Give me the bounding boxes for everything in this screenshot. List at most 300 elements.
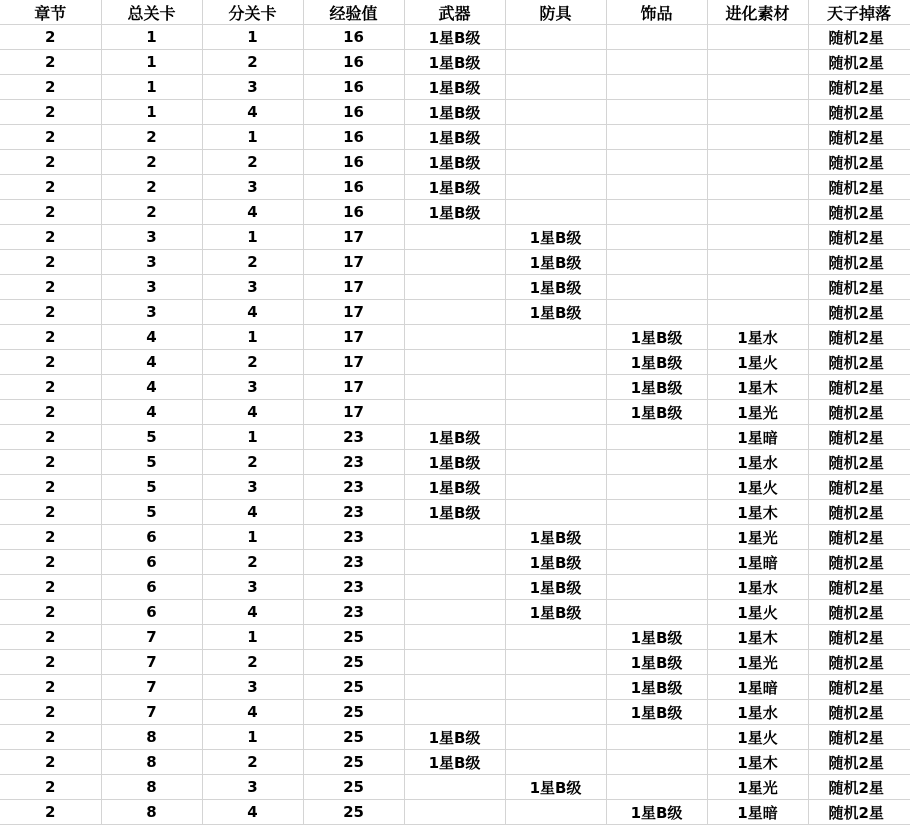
cell-total-stage[interactable]: 1 bbox=[101, 25, 202, 50]
cell-accessory[interactable] bbox=[606, 250, 707, 275]
cell-accessory[interactable] bbox=[606, 175, 707, 200]
cell-drop[interactable]: 随机2星 bbox=[808, 425, 910, 450]
cell-experience[interactable]: 25 bbox=[303, 750, 404, 775]
cell-armor[interactable]: 1星B级 bbox=[505, 525, 606, 550]
header-total-stage[interactable]: 总关卡 bbox=[101, 0, 202, 25]
cell-experience[interactable]: 17 bbox=[303, 375, 404, 400]
cell-weapon[interactable] bbox=[404, 775, 505, 800]
cell-total-stage[interactable]: 3 bbox=[101, 300, 202, 325]
cell-evolution-material[interactable]: 1星暗 bbox=[707, 550, 808, 575]
cell-experience[interactable]: 16 bbox=[303, 150, 404, 175]
cell-total-stage[interactable]: 8 bbox=[101, 750, 202, 775]
header-chapter[interactable]: 章节 bbox=[0, 0, 101, 25]
cell-chapter[interactable]: 2 bbox=[0, 375, 101, 400]
cell-evolution-material[interactable]: 1星暗 bbox=[707, 800, 808, 825]
cell-experience[interactable]: 16 bbox=[303, 50, 404, 75]
cell-drop[interactable]: 随机2星 bbox=[808, 450, 910, 475]
cell-armor[interactable] bbox=[505, 475, 606, 500]
cell-drop[interactable]: 随机2星 bbox=[808, 650, 910, 675]
cell-sub-stage[interactable]: 3 bbox=[202, 375, 303, 400]
cell-drop[interactable]: 随机2星 bbox=[808, 775, 910, 800]
cell-total-stage[interactable]: 7 bbox=[101, 700, 202, 725]
cell-evolution-material[interactable]: 1星水 bbox=[707, 450, 808, 475]
cell-sub-stage[interactable]: 2 bbox=[202, 450, 303, 475]
cell-evolution-material[interactable]: 1星光 bbox=[707, 400, 808, 425]
cell-armor[interactable] bbox=[505, 125, 606, 150]
cell-armor[interactable]: 1星B级 bbox=[505, 225, 606, 250]
cell-experience[interactable]: 17 bbox=[303, 325, 404, 350]
cell-total-stage[interactable]: 2 bbox=[101, 175, 202, 200]
cell-sub-stage[interactable]: 4 bbox=[202, 700, 303, 725]
cell-experience[interactable]: 16 bbox=[303, 100, 404, 125]
cell-total-stage[interactable]: 4 bbox=[101, 325, 202, 350]
cell-drop[interactable]: 随机2星 bbox=[808, 475, 910, 500]
cell-accessory[interactable] bbox=[606, 525, 707, 550]
cell-sub-stage[interactable]: 1 bbox=[202, 25, 303, 50]
cell-drop[interactable]: 随机2星 bbox=[808, 75, 910, 100]
cell-experience[interactable]: 23 bbox=[303, 550, 404, 575]
cell-armor[interactable] bbox=[505, 75, 606, 100]
cell-accessory[interactable] bbox=[606, 725, 707, 750]
cell-accessory[interactable] bbox=[606, 475, 707, 500]
cell-experience[interactable]: 23 bbox=[303, 600, 404, 625]
cell-chapter[interactable]: 2 bbox=[0, 275, 101, 300]
cell-sub-stage[interactable]: 2 bbox=[202, 50, 303, 75]
cell-chapter[interactable]: 2 bbox=[0, 175, 101, 200]
cell-sub-stage[interactable]: 2 bbox=[202, 550, 303, 575]
cell-total-stage[interactable]: 5 bbox=[101, 475, 202, 500]
cell-accessory[interactable] bbox=[606, 600, 707, 625]
cell-accessory[interactable] bbox=[606, 225, 707, 250]
cell-chapter[interactable]: 2 bbox=[0, 525, 101, 550]
cell-evolution-material[interactable]: 1星水 bbox=[707, 325, 808, 350]
cell-evolution-material[interactable]: 1星木 bbox=[707, 500, 808, 525]
cell-drop[interactable]: 随机2星 bbox=[808, 225, 910, 250]
cell-drop[interactable]: 随机2星 bbox=[808, 400, 910, 425]
cell-experience[interactable]: 17 bbox=[303, 300, 404, 325]
cell-evolution-material[interactable] bbox=[707, 200, 808, 225]
cell-total-stage[interactable]: 1 bbox=[101, 100, 202, 125]
cell-drop[interactable]: 随机2星 bbox=[808, 275, 910, 300]
cell-chapter[interactable]: 2 bbox=[0, 600, 101, 625]
cell-accessory[interactable]: 1星B级 bbox=[606, 400, 707, 425]
cell-chapter[interactable]: 2 bbox=[0, 100, 101, 125]
cell-drop[interactable]: 随机2星 bbox=[808, 350, 910, 375]
cell-sub-stage[interactable]: 3 bbox=[202, 575, 303, 600]
cell-weapon[interactable] bbox=[404, 550, 505, 575]
cell-accessory[interactable]: 1星B级 bbox=[606, 650, 707, 675]
cell-accessory[interactable]: 1星B级 bbox=[606, 350, 707, 375]
cell-chapter[interactable]: 2 bbox=[0, 800, 101, 825]
cell-drop[interactable]: 随机2星 bbox=[808, 675, 910, 700]
cell-accessory[interactable] bbox=[606, 125, 707, 150]
cell-evolution-material[interactable]: 1星火 bbox=[707, 475, 808, 500]
cell-drop[interactable]: 随机2星 bbox=[808, 250, 910, 275]
cell-armor[interactable]: 1星B级 bbox=[505, 275, 606, 300]
cell-weapon[interactable]: 1星B级 bbox=[404, 500, 505, 525]
cell-weapon[interactable] bbox=[404, 275, 505, 300]
cell-experience[interactable]: 25 bbox=[303, 775, 404, 800]
cell-evolution-material[interactable]: 1星木 bbox=[707, 375, 808, 400]
cell-weapon[interactable] bbox=[404, 400, 505, 425]
cell-drop[interactable]: 随机2星 bbox=[808, 625, 910, 650]
cell-accessory[interactable]: 1星B级 bbox=[606, 625, 707, 650]
cell-armor[interactable] bbox=[505, 700, 606, 725]
cell-weapon[interactable] bbox=[404, 525, 505, 550]
cell-weapon[interactable]: 1星B级 bbox=[404, 75, 505, 100]
cell-armor[interactable] bbox=[505, 800, 606, 825]
cell-experience[interactable]: 17 bbox=[303, 275, 404, 300]
cell-weapon[interactable]: 1星B级 bbox=[404, 25, 505, 50]
cell-armor[interactable] bbox=[505, 650, 606, 675]
cell-total-stage[interactable]: 7 bbox=[101, 650, 202, 675]
cell-weapon[interactable]: 1星B级 bbox=[404, 125, 505, 150]
cell-evolution-material[interactable]: 1星暗 bbox=[707, 425, 808, 450]
cell-weapon[interactable] bbox=[404, 625, 505, 650]
cell-experience[interactable]: 23 bbox=[303, 575, 404, 600]
cell-sub-stage[interactable]: 2 bbox=[202, 350, 303, 375]
cell-experience[interactable]: 25 bbox=[303, 675, 404, 700]
cell-chapter[interactable]: 2 bbox=[0, 575, 101, 600]
cell-weapon[interactable] bbox=[404, 350, 505, 375]
header-experience[interactable]: 经验值 bbox=[303, 0, 404, 25]
cell-chapter[interactable]: 2 bbox=[0, 25, 101, 50]
cell-sub-stage[interactable]: 4 bbox=[202, 400, 303, 425]
cell-sub-stage[interactable]: 1 bbox=[202, 225, 303, 250]
cell-evolution-material[interactable] bbox=[707, 125, 808, 150]
cell-weapon[interactable]: 1星B级 bbox=[404, 50, 505, 75]
cell-sub-stage[interactable]: 1 bbox=[202, 125, 303, 150]
cell-drop[interactable]: 随机2星 bbox=[808, 700, 910, 725]
cell-drop[interactable]: 随机2星 bbox=[808, 200, 910, 225]
cell-accessory[interactable] bbox=[606, 50, 707, 75]
cell-total-stage[interactable]: 4 bbox=[101, 400, 202, 425]
cell-armor[interactable] bbox=[505, 150, 606, 175]
cell-chapter[interactable]: 2 bbox=[0, 325, 101, 350]
cell-chapter[interactable]: 2 bbox=[0, 150, 101, 175]
cell-total-stage[interactable]: 8 bbox=[101, 800, 202, 825]
cell-accessory[interactable] bbox=[606, 425, 707, 450]
cell-total-stage[interactable]: 8 bbox=[101, 725, 202, 750]
cell-experience[interactable]: 16 bbox=[303, 25, 404, 50]
cell-accessory[interactable] bbox=[606, 575, 707, 600]
cell-experience[interactable]: 16 bbox=[303, 75, 404, 100]
cell-weapon[interactable]: 1星B级 bbox=[404, 450, 505, 475]
cell-drop[interactable]: 随机2星 bbox=[808, 600, 910, 625]
cell-sub-stage[interactable]: 1 bbox=[202, 325, 303, 350]
cell-armor[interactable]: 1星B级 bbox=[505, 300, 606, 325]
cell-experience[interactable]: 17 bbox=[303, 350, 404, 375]
cell-sub-stage[interactable]: 3 bbox=[202, 775, 303, 800]
cell-weapon[interactable]: 1星B级 bbox=[404, 750, 505, 775]
cell-evolution-material[interactable]: 1星光 bbox=[707, 775, 808, 800]
cell-evolution-material[interactable] bbox=[707, 275, 808, 300]
cell-accessory[interactable] bbox=[606, 100, 707, 125]
cell-weapon[interactable] bbox=[404, 225, 505, 250]
cell-total-stage[interactable]: 6 bbox=[101, 525, 202, 550]
cell-experience[interactable]: 16 bbox=[303, 200, 404, 225]
cell-evolution-material[interactable]: 1星火 bbox=[707, 725, 808, 750]
cell-weapon[interactable] bbox=[404, 675, 505, 700]
cell-accessory[interactable]: 1星B级 bbox=[606, 800, 707, 825]
cell-total-stage[interactable]: 6 bbox=[101, 600, 202, 625]
table-body bbox=[0, 25, 910, 825]
cell-evolution-material[interactable] bbox=[707, 100, 808, 125]
cell-experience[interactable]: 25 bbox=[303, 625, 404, 650]
cell-weapon[interactable] bbox=[404, 250, 505, 275]
cell-sub-stage[interactable]: 2 bbox=[202, 150, 303, 175]
cell-sub-stage[interactable]: 4 bbox=[202, 100, 303, 125]
cell-total-stage[interactable]: 7 bbox=[101, 675, 202, 700]
cell-armor[interactable] bbox=[505, 350, 606, 375]
cell-evolution-material[interactable] bbox=[707, 75, 808, 100]
cell-weapon[interactable]: 1星B级 bbox=[404, 150, 505, 175]
cell-armor[interactable]: 1星B级 bbox=[505, 250, 606, 275]
cell-accessory[interactable]: 1星B级 bbox=[606, 675, 707, 700]
cell-drop[interactable]: 随机2星 bbox=[808, 375, 910, 400]
cell-drop[interactable]: 随机2星 bbox=[808, 175, 910, 200]
cell-armor[interactable] bbox=[505, 675, 606, 700]
cell-sub-stage[interactable]: 1 bbox=[202, 725, 303, 750]
cell-experience[interactable]: 23 bbox=[303, 500, 404, 525]
cell-accessory[interactable] bbox=[606, 275, 707, 300]
cell-accessory[interactable] bbox=[606, 450, 707, 475]
cell-total-stage[interactable]: 5 bbox=[101, 425, 202, 450]
cell-experience[interactable]: 23 bbox=[303, 525, 404, 550]
cell-chapter[interactable]: 2 bbox=[0, 650, 101, 675]
cell-armor[interactable] bbox=[505, 425, 606, 450]
cell-armor[interactable] bbox=[505, 100, 606, 125]
cell-armor[interactable] bbox=[505, 500, 606, 525]
cell-sub-stage[interactable]: 1 bbox=[202, 625, 303, 650]
cell-chapter[interactable]: 2 bbox=[0, 225, 101, 250]
cell-chapter[interactable]: 2 bbox=[0, 200, 101, 225]
cell-evolution-material[interactable] bbox=[707, 50, 808, 75]
cell-evolution-material[interactable] bbox=[707, 250, 808, 275]
cell-accessory[interactable] bbox=[606, 25, 707, 50]
cell-experience[interactable]: 17 bbox=[303, 400, 404, 425]
cell-weapon[interactable] bbox=[404, 700, 505, 725]
cell-armor[interactable] bbox=[505, 50, 606, 75]
cell-total-stage[interactable]: 4 bbox=[101, 350, 202, 375]
cell-chapter[interactable]: 2 bbox=[0, 700, 101, 725]
cell-chapter[interactable]: 2 bbox=[0, 125, 101, 150]
cell-armor[interactable] bbox=[505, 175, 606, 200]
cell-weapon[interactable]: 1星B级 bbox=[404, 725, 505, 750]
cell-armor[interactable] bbox=[505, 625, 606, 650]
cell-experience[interactable]: 25 bbox=[303, 700, 404, 725]
cell-weapon[interactable]: 1星B级 bbox=[404, 175, 505, 200]
table-row bbox=[0, 625, 910, 650]
cell-accessory[interactable] bbox=[606, 775, 707, 800]
cell-sub-stage[interactable]: 2 bbox=[202, 650, 303, 675]
cell-drop[interactable]: 随机2星 bbox=[808, 750, 910, 775]
cell-armor[interactable] bbox=[505, 325, 606, 350]
cell-armor[interactable]: 1星B级 bbox=[505, 575, 606, 600]
cell-evolution-material[interactable]: 1星暗 bbox=[707, 675, 808, 700]
cell-accessory[interactable] bbox=[606, 750, 707, 775]
cell-sub-stage[interactable]: 4 bbox=[202, 600, 303, 625]
cell-evolution-material[interactable]: 1星火 bbox=[707, 350, 808, 375]
cell-experience[interactable]: 25 bbox=[303, 725, 404, 750]
cell-armor[interactable] bbox=[505, 750, 606, 775]
cell-armor[interactable] bbox=[505, 375, 606, 400]
cell-armor[interactable] bbox=[505, 725, 606, 750]
cell-weapon[interactable]: 1星B级 bbox=[404, 100, 505, 125]
cell-accessory[interactable] bbox=[606, 500, 707, 525]
cell-total-stage[interactable]: 1 bbox=[101, 75, 202, 100]
cell-drop[interactable]: 随机2星 bbox=[808, 325, 910, 350]
cell-total-stage[interactable]: 4 bbox=[101, 375, 202, 400]
cell-sub-stage[interactable]: 1 bbox=[202, 525, 303, 550]
header-armor[interactable]: 防具 bbox=[505, 0, 606, 25]
cell-sub-stage[interactable]: 3 bbox=[202, 475, 303, 500]
cell-total-stage[interactable]: 6 bbox=[101, 575, 202, 600]
cell-sub-stage[interactable]: 4 bbox=[202, 300, 303, 325]
cell-armor[interactable]: 1星B级 bbox=[505, 550, 606, 575]
cell-evolution-material[interactable]: 1星木 bbox=[707, 750, 808, 775]
cell-armor[interactable]: 1星B级 bbox=[505, 600, 606, 625]
cell-evolution-material[interactable]: 1星木 bbox=[707, 625, 808, 650]
header-sub-stage[interactable]: 分关卡 bbox=[202, 0, 303, 25]
cell-evolution-material[interactable] bbox=[707, 225, 808, 250]
cell-accessory[interactable] bbox=[606, 200, 707, 225]
cell-total-stage[interactable]: 2 bbox=[101, 200, 202, 225]
cell-drop[interactable]: 随机2星 bbox=[808, 550, 910, 575]
cell-sub-stage[interactable]: 3 bbox=[202, 675, 303, 700]
cell-armor[interactable] bbox=[505, 450, 606, 475]
header-evolution-material[interactable]: 进化素材 bbox=[707, 0, 808, 25]
cell-drop[interactable]: 随机2星 bbox=[808, 125, 910, 150]
cell-drop[interactable]: 随机2星 bbox=[808, 500, 910, 525]
cell-experience[interactable]: 23 bbox=[303, 425, 404, 450]
cell-evolution-material[interactable] bbox=[707, 175, 808, 200]
cell-evolution-material[interactable] bbox=[707, 25, 808, 50]
cell-drop[interactable]: 随机2星 bbox=[808, 100, 910, 125]
cell-chapter[interactable]: 2 bbox=[0, 75, 101, 100]
cell-chapter[interactable]: 2 bbox=[0, 750, 101, 775]
cell-evolution-material[interactable] bbox=[707, 150, 808, 175]
cell-total-stage[interactable]: 8 bbox=[101, 775, 202, 800]
cell-chapter[interactable]: 2 bbox=[0, 625, 101, 650]
cell-evolution-material[interactable] bbox=[707, 300, 808, 325]
cell-armor[interactable]: 1星B级 bbox=[505, 775, 606, 800]
cell-chapter[interactable]: 2 bbox=[0, 250, 101, 275]
cell-drop[interactable]: 随机2星 bbox=[808, 800, 910, 825]
table-row bbox=[0, 100, 910, 125]
cell-drop[interactable]: 随机2星 bbox=[808, 525, 910, 550]
cell-chapter[interactable]: 2 bbox=[0, 475, 101, 500]
cell-armor[interactable] bbox=[505, 25, 606, 50]
cell-weapon[interactable] bbox=[404, 650, 505, 675]
cell-sub-stage[interactable]: 2 bbox=[202, 750, 303, 775]
cell-chapter[interactable]: 2 bbox=[0, 500, 101, 525]
cell-weapon[interactable]: 1星B级 bbox=[404, 200, 505, 225]
cell-evolution-material[interactable]: 1星水 bbox=[707, 575, 808, 600]
cell-chapter[interactable]: 2 bbox=[0, 350, 101, 375]
cell-total-stage[interactable]: 5 bbox=[101, 450, 202, 475]
cell-sub-stage[interactable]: 4 bbox=[202, 500, 303, 525]
cell-total-stage[interactable]: 5 bbox=[101, 500, 202, 525]
cell-experience[interactable]: 16 bbox=[303, 125, 404, 150]
cell-accessory[interactable]: 1星B级 bbox=[606, 700, 707, 725]
cell-drop[interactable]: 随机2星 bbox=[808, 25, 910, 50]
cell-total-stage[interactable]: 3 bbox=[101, 225, 202, 250]
cell-chapter[interactable]: 2 bbox=[0, 50, 101, 75]
cell-chapter[interactable]: 2 bbox=[0, 550, 101, 575]
cell-chapter[interactable]: 2 bbox=[0, 450, 101, 475]
cell-total-stage[interactable]: 7 bbox=[101, 625, 202, 650]
cell-chapter[interactable]: 2 bbox=[0, 425, 101, 450]
cell-accessory[interactable] bbox=[606, 300, 707, 325]
cell-chapter[interactable]: 2 bbox=[0, 400, 101, 425]
cell-armor[interactable] bbox=[505, 200, 606, 225]
cell-weapon[interactable] bbox=[404, 600, 505, 625]
cell-evolution-material[interactable]: 1星水 bbox=[707, 700, 808, 725]
cell-accessory[interactable] bbox=[606, 75, 707, 100]
cell-drop[interactable]: 随机2星 bbox=[808, 300, 910, 325]
cell-drop[interactable]: 随机2星 bbox=[808, 150, 910, 175]
cell-sub-stage[interactable]: 3 bbox=[202, 75, 303, 100]
cell-chapter[interactable]: 2 bbox=[0, 675, 101, 700]
cell-weapon[interactable] bbox=[404, 575, 505, 600]
cell-sub-stage[interactable]: 4 bbox=[202, 200, 303, 225]
cell-drop[interactable]: 随机2星 bbox=[808, 575, 910, 600]
cell-drop[interactable]: 随机2星 bbox=[808, 50, 910, 75]
cell-sub-stage[interactable]: 2 bbox=[202, 250, 303, 275]
cell-evolution-material[interactable]: 1星光 bbox=[707, 650, 808, 675]
cell-accessory[interactable]: 1星B级 bbox=[606, 325, 707, 350]
cell-weapon[interactable] bbox=[404, 800, 505, 825]
cell-sub-stage[interactable]: 3 bbox=[202, 275, 303, 300]
cell-accessory[interactable] bbox=[606, 150, 707, 175]
cell-weapon[interactable]: 1星B级 bbox=[404, 425, 505, 450]
cell-armor[interactable] bbox=[505, 400, 606, 425]
cell-chapter[interactable]: 2 bbox=[0, 300, 101, 325]
cell-experience[interactable]: 25 bbox=[303, 650, 404, 675]
cell-weapon[interactable]: 1星B级 bbox=[404, 475, 505, 500]
cell-weapon[interactable] bbox=[404, 375, 505, 400]
cell-weapon[interactable] bbox=[404, 325, 505, 350]
cell-sub-stage[interactable]: 1 bbox=[202, 425, 303, 450]
cell-accessory[interactable]: 1星B级 bbox=[606, 375, 707, 400]
cell-weapon[interactable] bbox=[404, 300, 505, 325]
cell-experience[interactable]: 17 bbox=[303, 225, 404, 250]
cell-accessory[interactable] bbox=[606, 550, 707, 575]
header-accessory[interactable]: 饰品 bbox=[606, 0, 707, 25]
cell-evolution-material[interactable]: 1星光 bbox=[707, 525, 808, 550]
cell-total-stage[interactable]: 1 bbox=[101, 50, 202, 75]
cell-total-stage[interactable]: 2 bbox=[101, 125, 202, 150]
cell-experience[interactable]: 25 bbox=[303, 800, 404, 825]
cell-experience[interactable]: 23 bbox=[303, 475, 404, 500]
header-weapon[interactable]: 武器 bbox=[404, 0, 505, 25]
cell-evolution-material[interactable]: 1星火 bbox=[707, 600, 808, 625]
cell-chapter[interactable]: 2 bbox=[0, 775, 101, 800]
header-drop[interactable]: 天子掉落 bbox=[808, 0, 910, 25]
cell-experience[interactable]: 17 bbox=[303, 250, 404, 275]
cell-total-stage[interactable]: 3 bbox=[101, 275, 202, 300]
cell-experience[interactable]: 16 bbox=[303, 175, 404, 200]
cell-total-stage[interactable]: 2 bbox=[101, 150, 202, 175]
cell-experience[interactable]: 23 bbox=[303, 450, 404, 475]
cell-total-stage[interactable]: 3 bbox=[101, 250, 202, 275]
cell-drop[interactable]: 随机2星 bbox=[808, 725, 910, 750]
cell-chapter[interactable]: 2 bbox=[0, 725, 101, 750]
cell-sub-stage[interactable]: 4 bbox=[202, 800, 303, 825]
cell-sub-stage[interactable]: 3 bbox=[202, 175, 303, 200]
cell-total-stage[interactable]: 6 bbox=[101, 550, 202, 575]
